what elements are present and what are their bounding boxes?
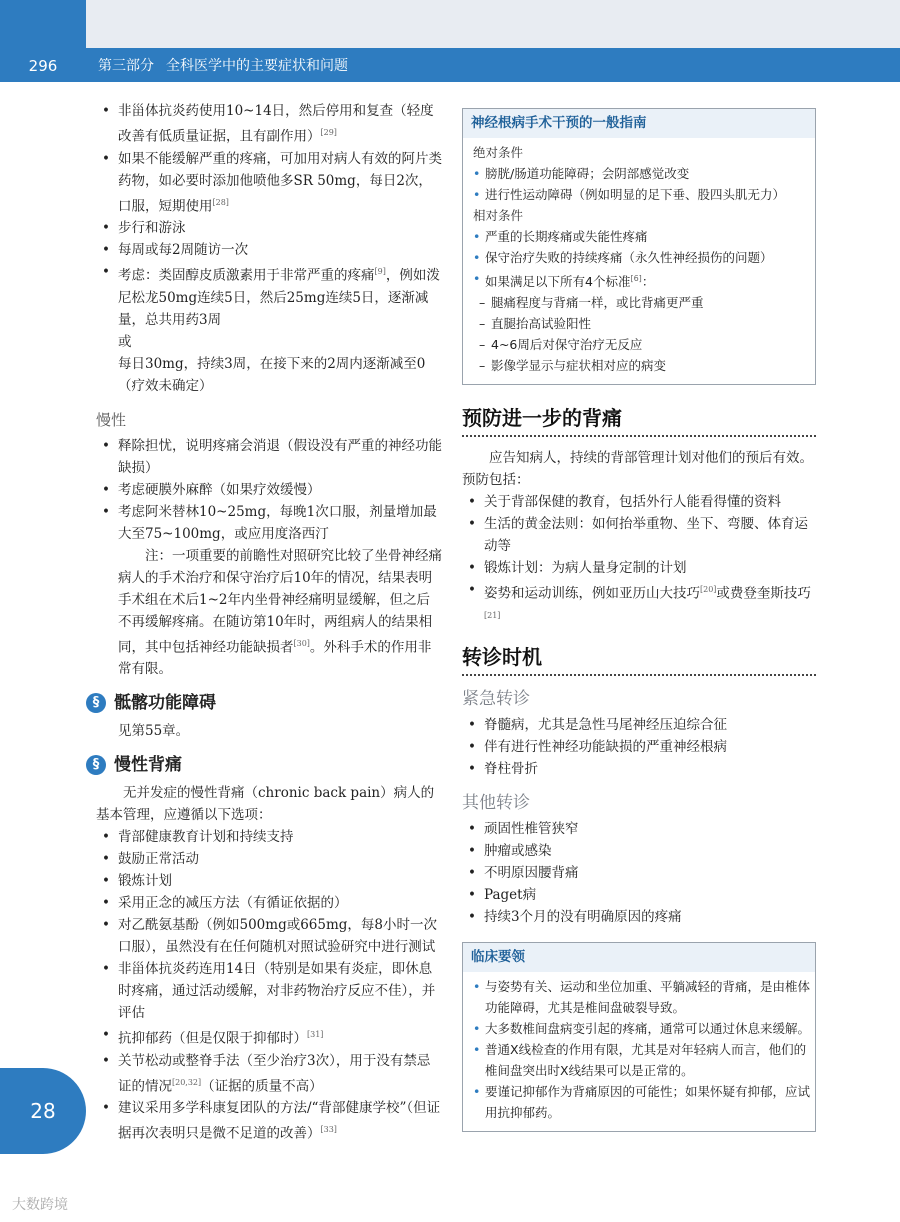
urgent-referral-list — [462, 714, 816, 780]
list-item: • 锻炼计划：为病人量身定制的计划 — [462, 557, 816, 579]
list-item: • 膀胱/肠道功能障碍；会阴部感觉改变 — [463, 163, 815, 184]
list-item: • 肿瘤或感染 — [462, 840, 816, 862]
chronic-management-list — [96, 826, 442, 1145]
absolute-label: 绝对条件 — [473, 145, 524, 160]
list-item: • 持续3个月的没有明确原因的疼痛 — [462, 906, 816, 928]
criterion: – 4~6周后对保守治疗无反应 — [463, 334, 815, 355]
list-item: • 脊髓病，尤其是急性马尾神经压迫综合征 — [462, 714, 816, 736]
urgent-referral-heading: 紧急转诊 — [462, 689, 530, 710]
criterion: – 直腿抬高试验阳性 — [463, 313, 815, 334]
list-item: • 锻炼计划 — [96, 870, 442, 892]
list-item: • Paget病 — [462, 884, 816, 906]
chronic-back-pain-heading: § 慢性背痛 — [86, 754, 442, 776]
clinical-tips-box — [462, 942, 816, 1132]
list-item: • 顽固性椎管狭窄 — [462, 818, 816, 840]
list-item: • 考虑：类固醇皮质激素用于非常严重的疼痛[9]，例如泼尼松龙50mg连续5日，然后25mg连续5日，逐渐减量，总共用药3周 — [96, 261, 442, 331]
box-title: 临床要领 — [463, 943, 815, 972]
list-item: • 考虑硬膜外麻醉（如果疗效缓慢） — [96, 479, 442, 501]
spine-icon: § — [86, 755, 106, 775]
list-item: • 每周或每2周随访一次 — [96, 239, 442, 261]
list-item: • 大多数椎间盘病变引起的疼痛，通常可以通过休息来缓解。 — [463, 1018, 815, 1039]
list-item: • 要谨记抑郁作为背痛原因的可能性；如果怀疑有抑郁，应试用抗抑郁药。 — [463, 1081, 815, 1123]
alt-dosing: 每日30mg，持续3周，在接下来的2周内逐渐减至0（疗效未确定） — [118, 355, 426, 394]
other-referral-heading: 其他转诊 — [462, 793, 530, 814]
watermark: 大数跨境 — [12, 1197, 68, 1213]
list-item: • 如果不能缓解严重的疼痛，可加用对病人有效的阿片类药物，如必要时添加他喷他多SR 50mg，每日2次，口服，短期使用[28] — [96, 148, 442, 218]
criterion: – 影像学显示与症状相对应的病变 — [463, 355, 815, 376]
list-item: • 普通X线检查的作用有限，尤其是对年轻病人而言，他们的椎间盘突出时X线结果可以是正常的。 — [463, 1039, 815, 1081]
prevention-heading: 预防进一步的背痛 — [462, 407, 816, 437]
chronic-subheading: 慢性 — [96, 410, 127, 429]
right-column — [462, 108, 816, 1154]
box-title: 神经根病手术干预的一般指南 — [463, 109, 815, 138]
list-item: • 建议采用多学科康复团队的方法/“背部健康学校”（但证据再次表明只是微不足道的改善）[33] — [96, 1097, 442, 1145]
page-number: 296 — [0, 0, 86, 82]
referral-heading: 转诊时机 — [462, 646, 816, 676]
prevention-list — [462, 491, 816, 630]
list-item: • 释除担忧，说明疼痛会消退（假设没有严重的神经功能缺损） — [96, 435, 442, 479]
criterion: – 腿痛程度与背痛一样，或比背痛更严重 — [463, 292, 815, 313]
chronic-intro: 无并发症的慢性背痛（chronic back pain）病人的基本管理，应遵循以下选项： — [96, 785, 435, 823]
header-title — [98, 55, 360, 75]
list-item: • 与姿势有关、运动和坐位加重、平躺减轻的背痛，是由椎体功能障碍，尤其是椎间盘破裂导致。 — [463, 976, 815, 1018]
prevention-intro: 应告知病人，持续的背部管理计划对他们的预后有效。预防包括： — [462, 450, 813, 489]
list-item: • 非甾体抗炎药连用14日（特别是如果有炎症，即休息时疼痛，通过活动缓解，对非药物治疗反应不佳），并评估 — [96, 958, 442, 1024]
list-item: • 背部健康教育计划和持续支持 — [96, 826, 442, 848]
surgery-guideline-box — [462, 108, 816, 385]
page-header — [0, 0, 900, 82]
list-item: • 不明原因腰背痛 — [462, 862, 816, 884]
list-item: • 姿势和运动训练，例如亚历山大技巧[20]或费登奎斯技巧[21] — [462, 579, 816, 630]
list-item: • 关于背部保健的教育，包括外行人能看得懂的资料 — [462, 491, 816, 513]
sacroiliac-heading: § 骶髂功能障碍 — [86, 692, 442, 714]
list-item: • 步行和游泳 — [96, 217, 442, 239]
other-referral-list — [462, 818, 816, 928]
chapter-badge: 28 — [0, 1068, 86, 1154]
list-item: • 如果满足以下所有4个标准[6]： — [463, 268, 815, 292]
list-item: • 对乙酰氨基酚（例如500mg或665mg，每8小时一次口服），虽然没有在任何随机对照试验研究中进行测试 — [96, 914, 442, 958]
list-item: • 鼓励正常活动 — [96, 848, 442, 870]
list-item: • 抗抑郁药（但是仅限于抑郁时）[31] — [96, 1024, 442, 1050]
study-note: 注：一项重要的前瞻性对照研究比较了坐骨神经痛病人的手术治疗和保守治疗后10年的情况，结果表明手术组在术后1~2年内坐骨神经痛明显缓解，但之后不再缓解疼痛。在随访第10年时，两组病人的结果相同，其中包括神经功能缺损者[30]。外科手术的作用非常有限。 — [118, 547, 442, 677]
list-item: • 生活的黄金法则：如何抬举重物、坐下、弯腰、体育运动等 — [462, 513, 816, 557]
list-item: • 采用正念的减压方法（有循证依据的） — [96, 892, 442, 914]
sacroiliac-text: 见第55章。 — [118, 723, 190, 739]
list-item: • 关节松动或整脊手法（至少治疗3次），用于没有禁忌证的情况[20,32]（证据的质量不高） — [96, 1050, 442, 1098]
relative-label: 相对条件 — [473, 208, 524, 223]
list-item: • 考虑阿米替林10~25mg，每晚1次口服，剂量增加最大至75~100mg，或应用度洛西汀 — [96, 501, 442, 545]
chapter-title: 全科医学中的主要症状和问题 — [166, 58, 348, 74]
or-text: 或 — [118, 333, 132, 350]
list-item: • 脊柱骨折 — [462, 758, 816, 780]
list-item: • 伴有进行性神经功能缺损的严重神经根病 — [462, 736, 816, 758]
list-item: • 保守治疗失败的持续疼痛（永久性神经损伤的问题） — [463, 247, 815, 268]
list-item: • 进行性运动障碍（例如明显的足下垂、股四头肌无力） — [463, 184, 815, 205]
spine-icon: § — [86, 693, 106, 713]
acute-treatment-list — [96, 100, 442, 331]
part-label: 第三部分 — [98, 58, 154, 74]
list-item: • 非甾体抗炎药使用10~14日，然后停用和复查（轻度改善有低质量证据，且有副作用）[29] — [96, 100, 442, 148]
list-item: • 严重的长期疼痛或失能性疼痛 — [463, 226, 815, 247]
chronic-list — [96, 435, 442, 545]
left-column — [92, 100, 442, 1145]
